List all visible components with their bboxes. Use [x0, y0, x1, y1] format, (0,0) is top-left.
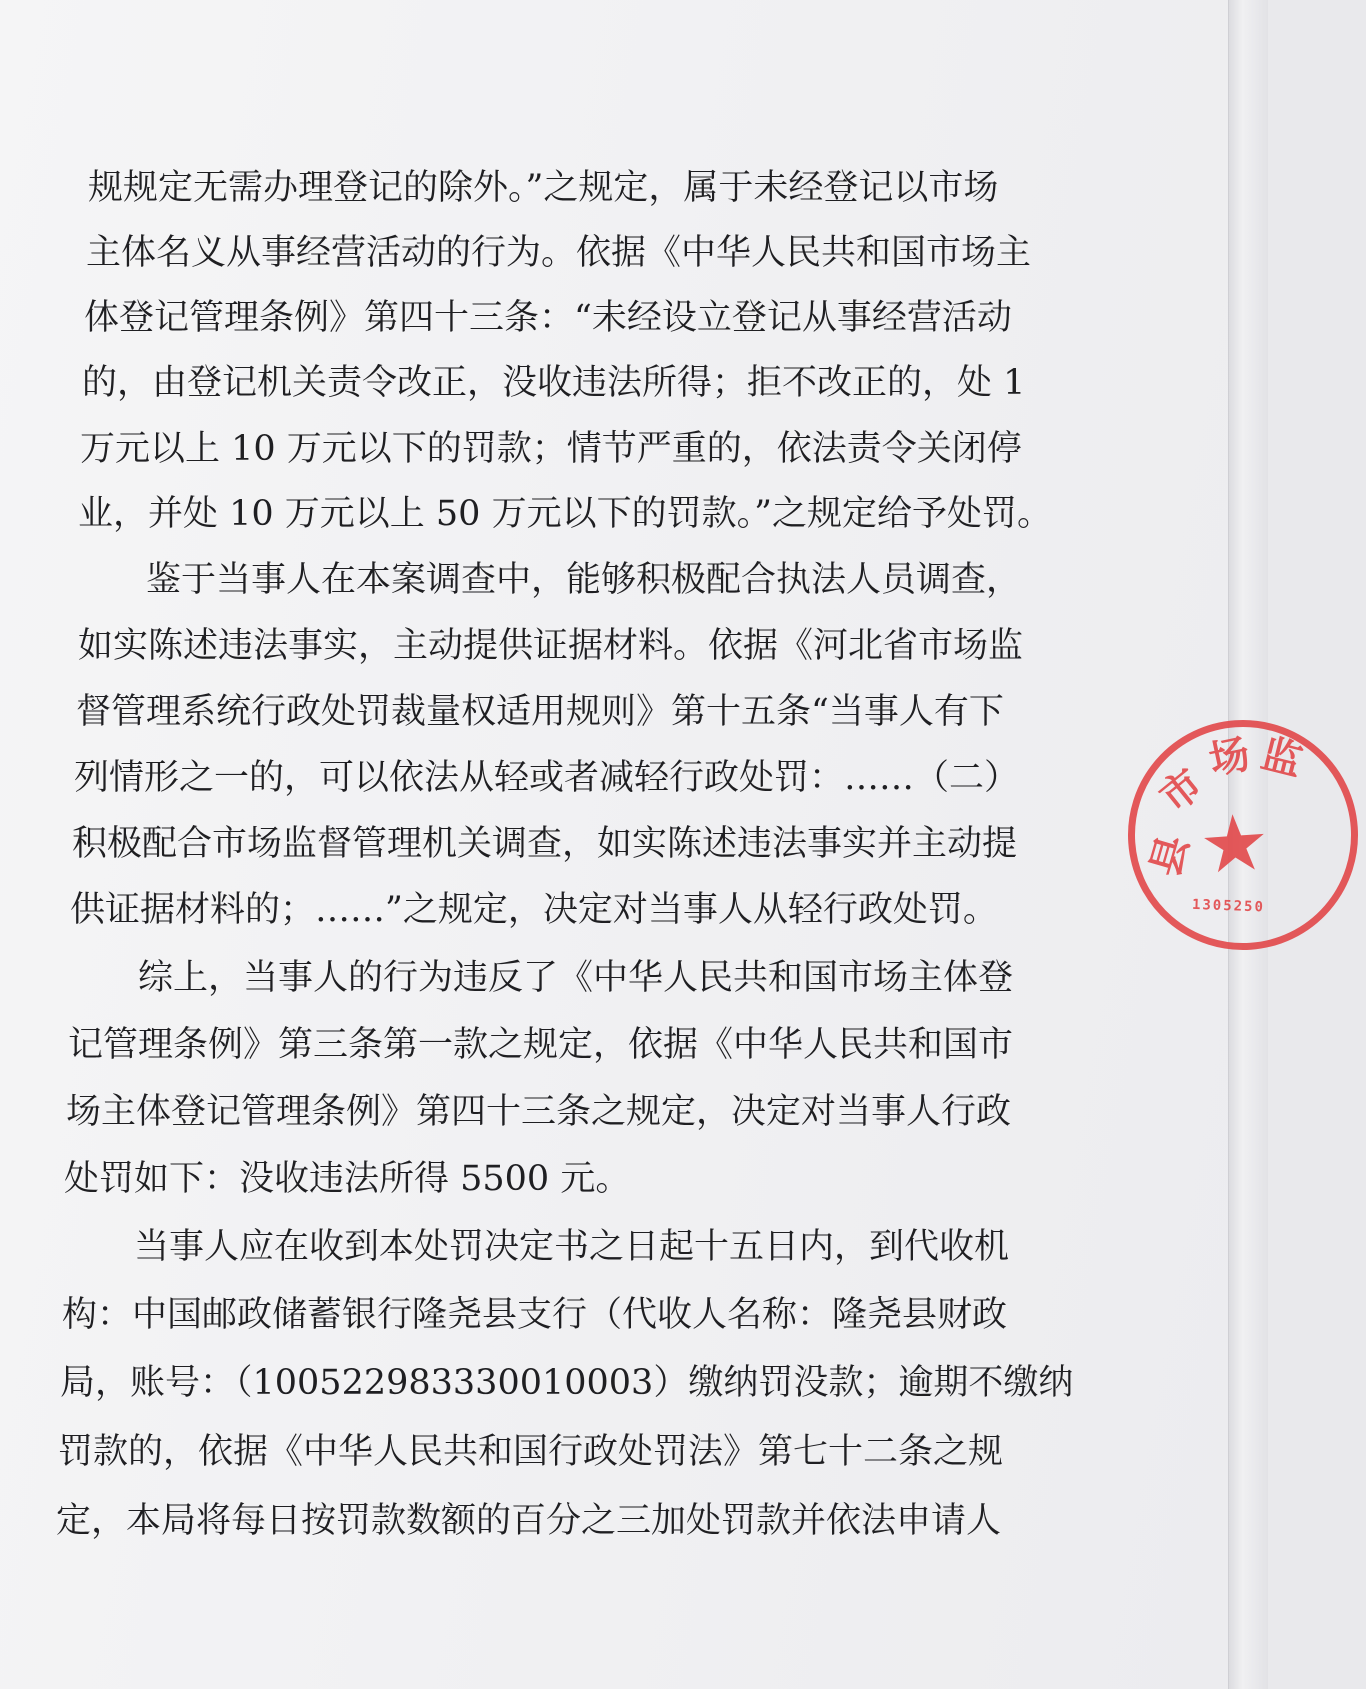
text-line-5: 万元以上 10 万元以下的罚款；情节严重的，依法责令关闭停 — [80, 429, 1022, 469]
text-line-12: 供证据材料的；……”之规定，决定对当事人从轻行政处罚。 — [70, 890, 998, 930]
text-line-20: 罚款的，依据《中华人民共和国行政处罚法》第七十二条之规 — [58, 1432, 1004, 1472]
text-line-6: 业，并处 10 万元以上 50 万元以下的罚款。”之规定给予处罚。 — [78, 494, 1052, 534]
seal-code: 1305250 — [1191, 896, 1266, 916]
text-line-8: 如实陈述违法事实，主动提供证据材料。依据《河北省市场监 — [78, 626, 1024, 666]
text-line-10: 列情形之一的，可以依法从轻或者减轻行政处罚：……（二） — [74, 758, 1020, 798]
text-line-14: 记管理条例》第三条第一款之规定，依据《中华人民共和国市 — [68, 1025, 1014, 1065]
text-line-1: 规规定无需办理登记的除外。”之规定，属于未经登记以市场 — [88, 168, 999, 208]
text-line-18: 构：中国邮政储蓄银行隆尧县支行（代收人名称：隆尧县财政 — [62, 1295, 1008, 1335]
seal-char-2: 市 — [1151, 759, 1212, 822]
text-line-9: 督管理系统行政处罚裁量权适用规则》第十五条“当事人有下 — [76, 692, 1004, 732]
text-line-11: 积极配合市场监督管理机关调查，如实陈述违法事实并主动提 — [72, 824, 1018, 864]
text-line-7: 鉴于当事人在本案调查中，能够积极配合执法人员调查， — [146, 560, 1022, 600]
text-line-13: 综上，当事人的行为违反了《中华人民共和国市场主体登 — [138, 958, 1014, 998]
seal-char-4: 监 — [1256, 729, 1307, 786]
text-line-21: 定，本局将每日按罚款数额的百分之三加处罚款并依法申请人 — [56, 1501, 1002, 1541]
text-line-16: 处罚如下：没收违法所得 5500 元。 — [64, 1159, 631, 1199]
text-line-2: 主体名义从事经营活动的行为。依据《中华人民共和国市场主 — [86, 233, 1032, 273]
seal-char-1: 县 — [1141, 830, 1198, 882]
seal-char-3: 场 — [1205, 730, 1254, 785]
text-line-4: 的，由登记机关责令改正，没收违法所得；拒不改正的，处 1 — [82, 363, 1026, 403]
text-line-3: 体登记管理条例》第四十三条：“未经设立登记从事经营活动 — [84, 298, 1012, 338]
text-line-17: 当事人应在收到本处罚决定书之日起十五日内，到代收机 — [134, 1227, 1010, 1267]
text-line-19: 局，账号：（100522983330010003）缴纳罚没款；逾期不缴纳 — [60, 1363, 1074, 1403]
star-icon: ★ — [1196, 797, 1273, 892]
text-line-15: 场主体登记管理条例》第四十三条之规定，决定对当事人行政 — [66, 1092, 1012, 1132]
